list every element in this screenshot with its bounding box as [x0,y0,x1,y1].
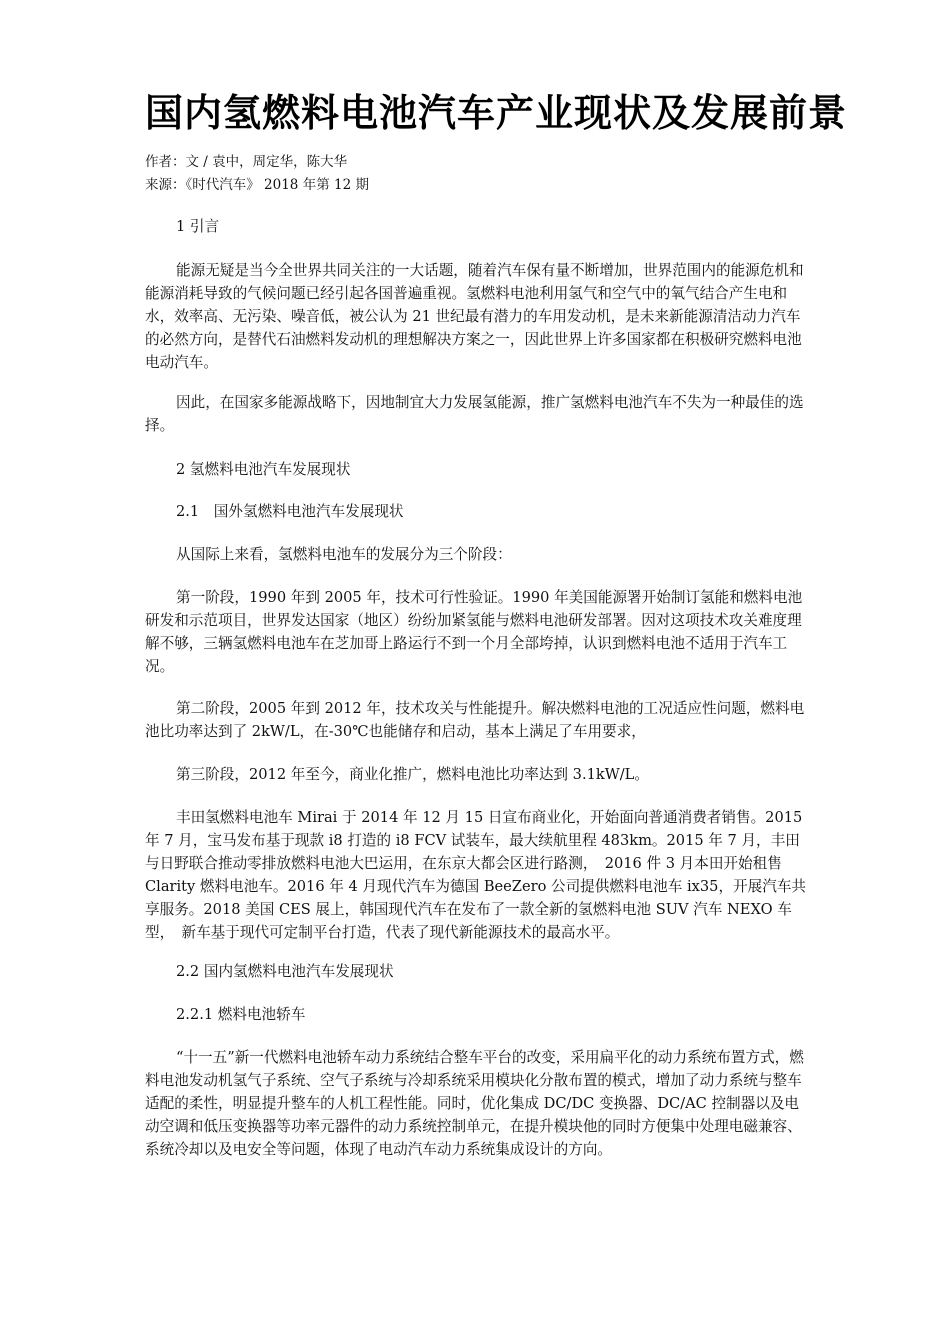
paragraph-stage-3: 第三阶段，2012 年至今，商业化推广，燃料电池比功率达到 3.1kW/L。 [176,766,649,783]
paragraph-intro-1: 能源无疑是当今全世界共同关注的一大话题，随着汽车保有量不断增加，世界范围内的能源危机和能源消耗导致的气候问题已经引起各国普遍重视。氢燃料电池利用氢气和空气中的氧气结合产生电和水，效率高、无污染、噪音低，被公认为 21 世纪最有潜力的车用发动机，是未来新能源清洁动力汽车的必然方向，是替代石油燃料发动机的理想解决方案之一，因此世界上许多国家都在积极研究燃料电池电动汽车。 [145,262,804,371]
paragraph-stage-1: 第一阶段，1990 年到 2005 年，技术可行性验证。1990 年美国能源署开始制订氢能和燃料电池研发和示范项目，世界发达国家（地区）纷纷加紧氢能与燃料电池研发部署。因对这项技术攻关难度理解不够，三辆氢燃料电池车在芝加哥上路运行不到一个月全部垮掉，认识到燃料电池不适用于汽车工况。 [145,589,803,675]
subsection-heading-sedan: 2.2.1 燃料电池轿车 [176,1006,306,1023]
paragraph-foreign-intro: 从国际上来看，氢燃料电池车的发展分为三个阶段： [176,546,512,563]
section-heading-status: 2 氢燃料电池汽车发展现状 [176,461,351,478]
paragraph-examples: 丰田氢燃料电池车 Mirai 于 2014 年 12 月 15 日宣布商业化，开始面向普通消费者销售。2015 年 7 月，宝马发布基于现款 i8 打造的 i8 FCV 试装车，最大续航里程 483km。2015 年 7 月，丰田与日野联合推动零排放燃料电池大巴运用，在东京大都会区进行路测， 2016 件 3 月本田开始租售 Clarity 燃料电池车。2016 年 4 月现代汽车为德国 BeeZero 公司提供燃料电池车 ix35，开展汽车共享服务。2018 美国 CES 展上，韩国现代汽车在发布了一款全新的氢燃料电池 SUV 汽车 NEXO 车型， 新车基于现代可定制平台打造，代表了现代新能源技术的最高水平。 [145,809,807,941]
paragraph-intro-2: 因此，在国家多能源战略下，因地制宜大力发展氢能源，推广氢燃料电池汽车不失为一种最佳的选择。 [145,394,804,434]
paragraph-sedan: “十一五”新一代燃料电池轿车动力系统结合整车平台的改变，采用扁平化的动力系统布置方式，燃料电池发动机氢气子系统、空气子系统与冷却系统采用模块化分散布置的模式，增加了动力系统与整车适配的柔性，明显提升整车的人机工程性能。同时，优化集成 DC/DC 变换器、DC/AC 控制器以及电动空调和低压变换器等功率元器件的动力系统控制单元，在提升模块他的同时方便集中处理电磁兼容、系统冷却以及电安全等问题，体现了电动汽车动力系统集成设计的方向。 [145,1049,804,1158]
section-heading-intro: 1 引言 [176,218,220,235]
paragraph-stage-2: 第二阶段，2005 年到 2012 年，技术攻关与性能提升。解决燃料电池的工况适应性问题，燃料电池比功率达到了 2kW/L，在-30℃也能储存和启动，基本上满足了车用要求， [145,700,805,740]
author-line: 作者：文 / 袁中，周定华，陈大华 [145,154,348,170]
source-line: 来源：《时代汽车》 2018 年第 12 期 [145,177,369,193]
document-title: 国内氢燃料电池汽车产业现状及发展前景 [145,90,848,135]
subsection-heading-foreign: 2.1 国外氢燃料电池汽车发展现状 [176,503,404,520]
subsection-heading-domestic: 2.2 国内氢燃料电池汽车发展现状 [176,963,394,980]
